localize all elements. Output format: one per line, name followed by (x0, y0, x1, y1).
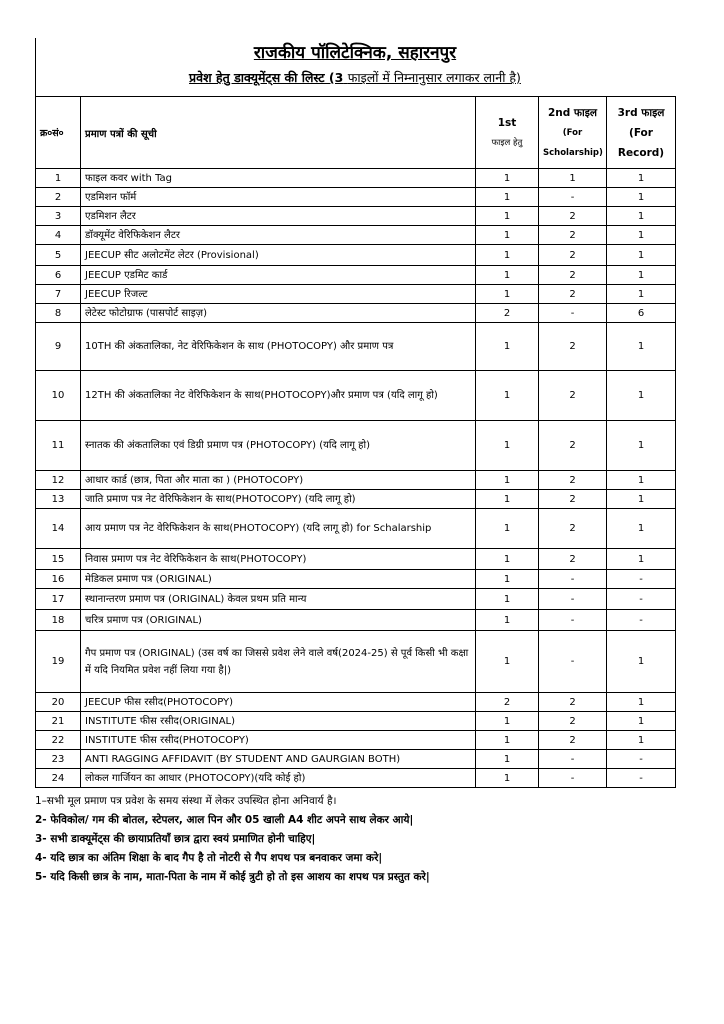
second-file-count-cell: 1 (539, 169, 607, 188)
document-cell: JEECUP फीस रसीद(PHOTOCOPY) (81, 693, 476, 712)
first-file-count-cell: 1 (476, 207, 539, 226)
second-file-count-cell: 2 (539, 421, 607, 471)
third-file-count-cell: 1 (607, 207, 676, 226)
document-cell: 10TH की अंकतालिका, नेट वेरिफिकेशन के साथ (PHOTOCOPY) और प्रमाण पत्र (81, 323, 476, 371)
third-file-count-cell: 1 (607, 323, 676, 371)
document-cell: स्नातक की अंकतालिका एवं डिग्री प्रमाण पत्र (PHOTOCOPY) (यदि लागू हो) (81, 421, 476, 471)
third-file-count-cell: 1 (607, 421, 676, 471)
second-file-count-cell: 2 (539, 549, 607, 570)
serial-cell: 14 (36, 509, 81, 549)
page-title: राजकीय पॉलिटेक्निक, सहारनपुर (253, 43, 457, 63)
table-header-row (36, 97, 676, 169)
document-cell: मेडिकल प्रमाण पत्र (ORIGINAL) (81, 570, 476, 589)
third-file-count-cell: 1 (607, 188, 676, 207)
second-file-count-cell: 2 (539, 285, 607, 304)
subtitle-rest: फाइलों में निम्नानुसार लगाकर लानी है) (347, 70, 521, 85)
second-file-count-cell: 2 (539, 226, 607, 245)
second-file-count-cell: 2 (539, 471, 607, 490)
first-file-count-cell: 1 (476, 631, 539, 693)
table-row (36, 693, 676, 712)
second-file-count-cell: 2 (539, 371, 607, 421)
serial-cell: 21 (36, 712, 81, 731)
note-line: 5- यदि किसी छात्र के नाम, माता-पिता के नाम में कोई त्रुटी हो तो इस आशय का शपथ पत्र प्रस्तुत करे| (35, 871, 430, 883)
first-file-count-cell: 1 (476, 188, 539, 207)
table-row (36, 712, 676, 731)
serial-cell: 3 (36, 207, 81, 226)
serial-cell: 18 (36, 610, 81, 631)
first-file-count-cell: 1 (476, 490, 539, 509)
document-cell: 12TH की अंकतालिका नेट वेरिफिकेशन के साथ(PHOTOCOPY)और प्रमाण पत्र (यदि लागू हो) (81, 371, 476, 421)
table-row (36, 169, 676, 188)
table-row (36, 750, 676, 769)
serial-cell: 23 (36, 750, 81, 769)
note-line: 2- फेविकोल/ गम की बोतल, स्टेपलर, आल पिन और 05 खाली A4 शीट अपने साथ लेकर आये| (35, 814, 414, 826)
table-row (36, 323, 676, 371)
third-file-count-cell: - (607, 570, 676, 589)
serial-cell: 6 (36, 266, 81, 285)
third-file-count-cell: 1 (607, 371, 676, 421)
serial-cell: 8 (36, 304, 81, 323)
serial-cell: 15 (36, 549, 81, 570)
second-file-count-cell: - (539, 570, 607, 589)
document-cell: जाति प्रमाण पत्र नेट वेरिफिकेशन के साथ(PHOTOCOPY) (यदि लागू हो) (81, 490, 476, 509)
serial-cell: 10 (36, 371, 81, 421)
first-file-count-cell: 1 (476, 712, 539, 731)
serial-cell: 7 (36, 285, 81, 304)
first-file-count-cell: 1 (476, 323, 539, 371)
second-file-count-cell: - (539, 188, 607, 207)
document-cell: JEECUP रिजल्ट (81, 285, 476, 304)
first-file-count-cell: 1 (476, 769, 539, 788)
serial-cell: 19 (36, 631, 81, 693)
third-file-count-cell: 1 (607, 509, 676, 549)
first-file-count-cell: 1 (476, 371, 539, 421)
first-file-count-cell: 1 (476, 750, 539, 769)
third-file-count-cell: - (607, 589, 676, 610)
document-cell: लोकल गार्जियन का आधार (PHOTOCOPY)(यदि कोई हो) (81, 769, 476, 788)
third-file-count-cell: 1 (607, 169, 676, 188)
table-row (36, 245, 676, 266)
serial-cell: 24 (36, 769, 81, 788)
serial-cell: 16 (36, 570, 81, 589)
document-cell: डॉक्यूमेंट वेरिफिकेशन लैटर (81, 226, 476, 245)
document-cell: निवास प्रमाण पत्र नेट वेरिफिकेशन के साथ(PHOTOCOPY) (81, 549, 476, 570)
second-file-count-cell: - (539, 304, 607, 323)
table-row (36, 490, 676, 509)
second-file-count-cell: 2 (539, 245, 607, 266)
second-file-count-cell: - (539, 631, 607, 693)
note-line: 3- सभी डाक्यूमेंट्स की छायाप्रतियाँ छात्र द्वारा स्वयं प्रमाणित होनी चाहिए| (35, 833, 316, 845)
third-file-count-cell: - (607, 610, 676, 631)
first-file-count-cell: 1 (476, 285, 539, 304)
document-cell: JEECUP सीट अलोटमेंट लेटर (Provisional) (81, 245, 476, 266)
first-file-count-cell: 1 (476, 610, 539, 631)
serial-cell: 11 (36, 421, 81, 471)
document-cell: JEECUP एडमिट कार्ड (81, 266, 476, 285)
third-file-count-cell: 1 (607, 712, 676, 731)
table-row (36, 304, 676, 323)
third-file-count-cell: 6 (607, 304, 676, 323)
table-row (36, 509, 676, 549)
document-cell: लेटेस्ट फोटोग्राफ (पासपोर्ट साइज़) (81, 304, 476, 323)
table-row (36, 371, 676, 421)
document-cell: एडमिशन लैटर (81, 207, 476, 226)
third-file-count-cell: 1 (607, 549, 676, 570)
note-line: 1–सभी मूल प्रमाण पत्र प्रवेश के समय संस्था में लेकर उपस्थित होना अनिवार्य है। (35, 795, 337, 807)
serial-cell: 12 (36, 471, 81, 490)
serial-cell: 22 (36, 731, 81, 750)
table-body (36, 169, 676, 788)
header-third-file-top: 3rd फाइल (617, 106, 665, 119)
second-file-count-cell: 2 (539, 712, 607, 731)
notes-section (35, 792, 675, 887)
third-file-count-cell: 1 (607, 285, 676, 304)
second-file-count-cell: 2 (539, 693, 607, 712)
table-row (36, 471, 676, 490)
third-file-count-cell: 1 (607, 731, 676, 750)
header-first-file-bottom: फाइल हेतु (491, 137, 523, 148)
header-second-file-top: 2nd फाइल (547, 106, 598, 119)
third-file-count-cell: - (607, 769, 676, 788)
third-file-count-cell: 1 (607, 245, 676, 266)
header-first-file-top: 1st (497, 116, 517, 129)
table-row (36, 570, 676, 589)
third-file-count-cell: 1 (607, 471, 676, 490)
table-row (36, 207, 676, 226)
table-row (36, 549, 676, 570)
first-file-count-cell: 1 (476, 549, 539, 570)
table-row (36, 769, 676, 788)
document-cell: फाइल कवर with Tag (81, 169, 476, 188)
serial-cell: 17 (36, 589, 81, 610)
table-row (36, 285, 676, 304)
third-file-count-cell: 1 (607, 631, 676, 693)
first-file-count-cell: 2 (476, 304, 539, 323)
serial-cell: 20 (36, 693, 81, 712)
serial-cell: 9 (36, 323, 81, 371)
table-row (36, 188, 676, 207)
table-row (36, 421, 676, 471)
first-file-count-cell: 1 (476, 421, 539, 471)
table-row (36, 631, 676, 693)
second-file-count-cell: 2 (539, 323, 607, 371)
first-file-count-cell: 1 (476, 509, 539, 549)
third-file-count-cell: 1 (607, 693, 676, 712)
third-file-count-cell: - (607, 750, 676, 769)
header-third-file (607, 97, 676, 169)
third-file-count-cell: 1 (607, 266, 676, 285)
serial-cell: 13 (36, 490, 81, 509)
second-file-count-cell: 2 (539, 207, 607, 226)
serial-cell: 1 (36, 169, 81, 188)
first-file-count-cell: 2 (476, 693, 539, 712)
header-serial: क्र०सं० (36, 97, 81, 169)
first-file-count-cell: 1 (476, 471, 539, 490)
first-file-count-cell: 1 (476, 731, 539, 750)
document-cell: आधार कार्ड (छात्र, पिता और माता का ) (PHOTOCOPY) (81, 471, 476, 490)
header-third-file-bottom: Record) (617, 146, 665, 159)
second-file-count-cell: - (539, 750, 607, 769)
table-row (36, 589, 676, 610)
first-file-count-cell: 1 (476, 226, 539, 245)
third-file-count-cell: 1 (607, 490, 676, 509)
table-row (36, 610, 676, 631)
first-file-count-cell: 1 (476, 169, 539, 188)
first-file-count-cell: 1 (476, 589, 539, 610)
document-cell: INSTITUTE फीस रसीद(ORIGINAL) (81, 712, 476, 731)
document-cell: ANTI RAGGING AFFIDAVIT (BY STUDENT AND GAURGIAN BOTH) (81, 750, 476, 769)
first-file-count-cell: 1 (476, 245, 539, 266)
subtitle-main: प्रवेश हेतु डाक्यूमेंट्स की लिस्ट (3 (189, 70, 344, 85)
first-file-count-cell: 1 (476, 570, 539, 589)
serial-cell: 2 (36, 188, 81, 207)
document-cell: स्थानान्तरण प्रमाण पत्र (ORIGINAL) केवल प्रथम प्रति मान्य (81, 589, 476, 610)
first-file-count-cell: 1 (476, 266, 539, 285)
second-file-count-cell: 2 (539, 266, 607, 285)
header-first-file (476, 97, 539, 169)
second-file-count-cell: 2 (539, 509, 607, 549)
document-cell: INSTITUTE फीस रसीद(PHOTOCOPY) (81, 731, 476, 750)
header-second-file-mid: (For (562, 127, 583, 138)
document-cell: चरित्र प्रमाण पत्र (ORIGINAL) (81, 610, 476, 631)
table-row (36, 266, 676, 285)
second-file-count-cell: - (539, 589, 607, 610)
page-subtitle (35, 68, 675, 88)
header-second-file (539, 97, 607, 169)
document-cell: एडमिशन फॉर्म (81, 188, 476, 207)
second-file-count-cell: 2 (539, 490, 607, 509)
second-file-count-cell: - (539, 769, 607, 788)
document-cell: गैप प्रमाण पत्र (ORIGINAL) (उस वर्ष का जिससे प्रवेश लेने वाले वर्ष(2024-25) से पूर्व किसी भी कक्षा में यदि नियमित प्रवेश नहीं लिया गया है|) (81, 631, 476, 693)
table-row (36, 731, 676, 750)
header-document-list: प्रमाण पत्रों की सूची (81, 97, 476, 169)
second-file-count-cell: - (539, 610, 607, 631)
table-row (36, 226, 676, 245)
serial-cell: 4 (36, 226, 81, 245)
header-third-file-mid: (For (629, 126, 653, 139)
third-file-count-cell: 1 (607, 226, 676, 245)
second-file-count-cell: 2 (539, 731, 607, 750)
document-cell: आय प्रमाण पत्र नेट वेरिफिकेशन के साथ(PHOTOCOPY) (यदि लागू हो) for Schalarship (81, 509, 476, 549)
note-line: 4- यदि छात्र का अंतिम शिक्षा के बाद गैप है तो नोटरी से गैप शपथ पत्र बनवाकर जमा करे| (35, 852, 383, 864)
header-second-file-bottom: Scholarship) (543, 147, 603, 158)
serial-cell: 5 (36, 245, 81, 266)
documents-table (35, 96, 676, 788)
document-sheet (35, 38, 675, 887)
